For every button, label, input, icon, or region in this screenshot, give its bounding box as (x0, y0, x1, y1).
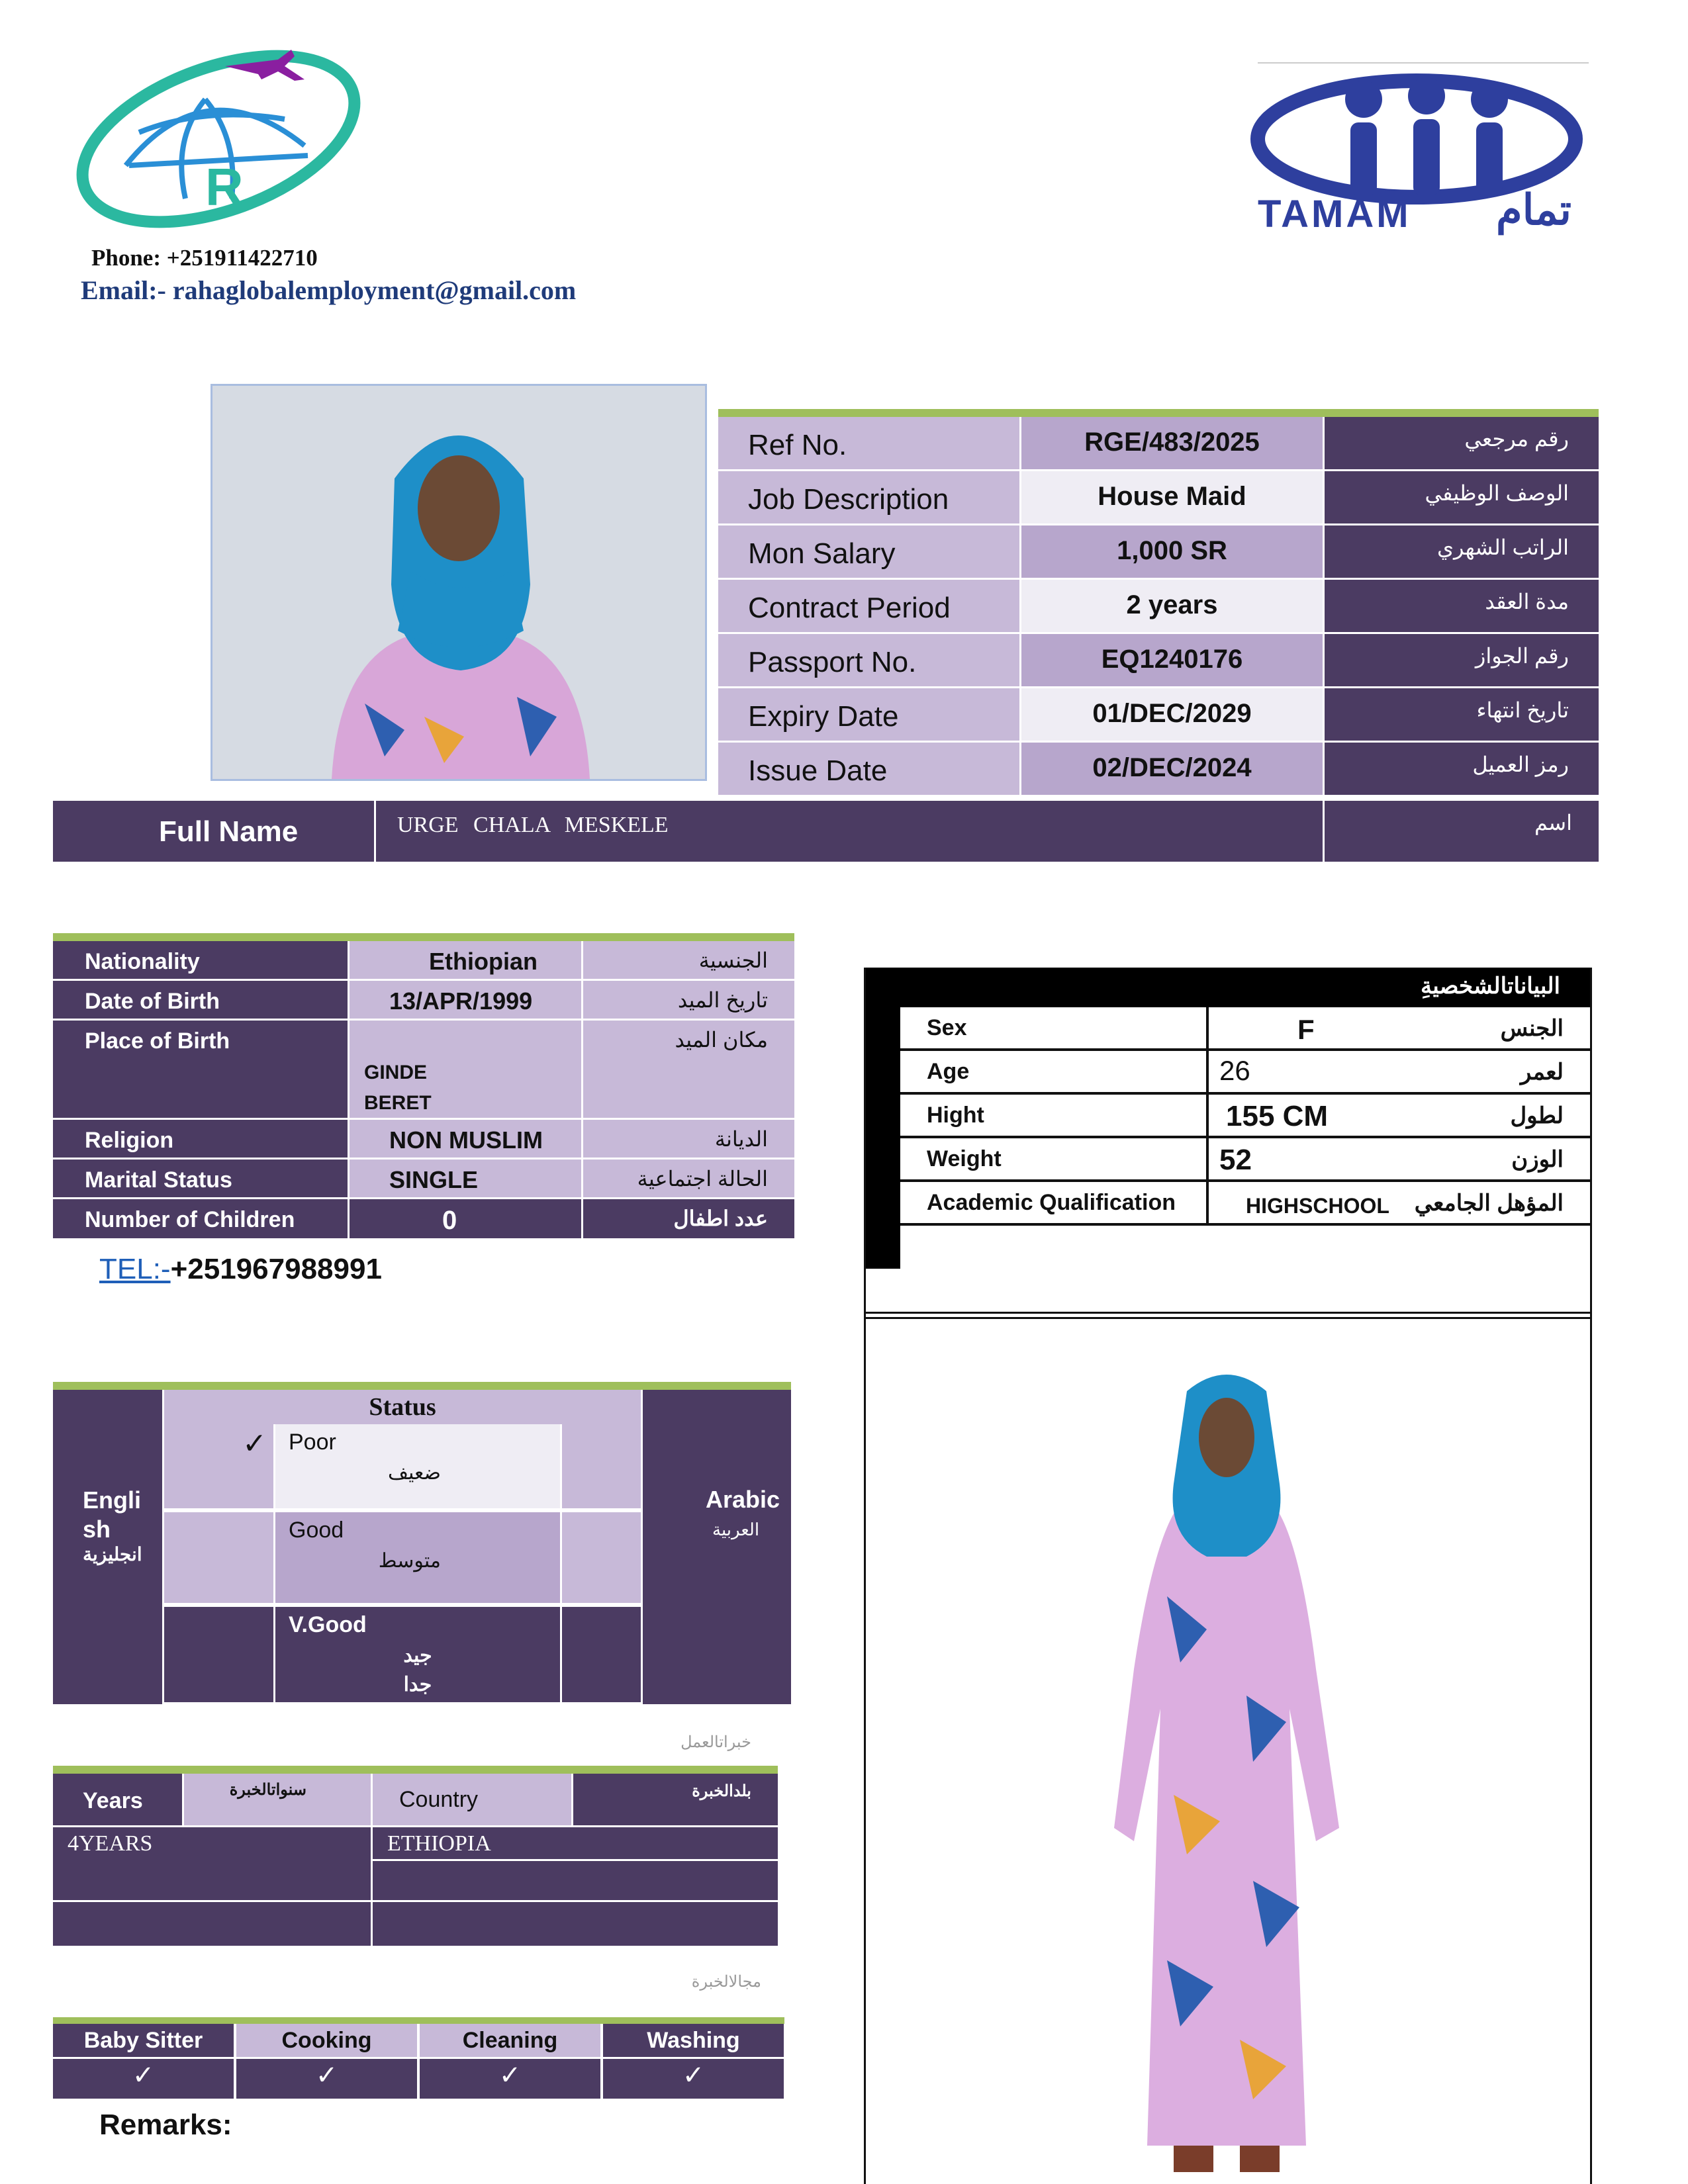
detail-label: Contract Period (748, 592, 951, 624)
status-header (164, 1390, 641, 1424)
pd-value: HIGHSCHOOL (1246, 1194, 1389, 1218)
level-arabic: جيد جدا (403, 1645, 432, 1696)
remarks-label: Remarks: (99, 2109, 232, 2141)
personal-top-rule (53, 933, 794, 941)
detail-arabic-cell (1325, 471, 1599, 523)
raha-logo (66, 40, 364, 245)
personal-arabic: عدد اطفال (673, 1206, 768, 1230)
experience-row-line-2 (53, 1900, 778, 1902)
years-arabic: سنواتالخبرة (229, 1781, 306, 1799)
personal-data-row (900, 1095, 1590, 1138)
detail-value: RGE/483/2025 (1084, 428, 1260, 457)
tamam-arabic: تمام (1496, 186, 1571, 234)
language-top-rule (53, 1382, 791, 1390)
skill-header (53, 2024, 234, 2057)
detail-arabic-cell (1325, 525, 1599, 578)
skill-label: Cooking (281, 2028, 372, 2053)
arabic-column (643, 1390, 791, 1704)
personal-label: Nationality (85, 949, 200, 974)
years-value: 4YEARS (68, 1831, 153, 1856)
skill-check-cell[interactable] (420, 2059, 600, 2099)
personal-value-cell (350, 1160, 581, 1197)
skill-label: Baby Sitter (83, 2028, 203, 2053)
pd-divider (1206, 1095, 1209, 1138)
level-label-cell (275, 1607, 560, 1704)
country-header (373, 1774, 571, 1825)
detail-label: Ref No. (748, 429, 847, 461)
personal-label: Place of Birth (85, 1028, 230, 1054)
experience-top-rule (53, 1766, 778, 1774)
portrait-photo (211, 384, 707, 781)
personal-label-cell (53, 1160, 348, 1197)
years-header (53, 1774, 182, 1825)
detail-arabic-cell (1325, 688, 1599, 741)
personal-data-divider-2 (866, 1317, 1590, 1319)
phone-text: Phone: +251911422710 (91, 245, 318, 271)
skill-header (236, 2024, 417, 2057)
skill-check-cell[interactable] (236, 2059, 417, 2099)
detail-arabic-cell (1325, 580, 1599, 632)
skills-caption: مجالالخبرة (691, 1973, 761, 1991)
experience-body (53, 1827, 778, 1946)
personal-arabic-cell (583, 1199, 794, 1238)
detail-value: 01/DEC/2029 (1092, 699, 1252, 728)
pd-value: 52 (1219, 1144, 1252, 1176)
tel-value: +251967988991 (170, 1253, 382, 1285)
detail-arabic: رمز العميل (1472, 752, 1569, 776)
level-label-cell (275, 1424, 560, 1510)
personal-label: Date of Birth (85, 989, 220, 1014)
personal-arabic: الديانة (714, 1127, 768, 1151)
arabic-label: Arabic (706, 1486, 780, 1513)
personal-arabic: الجنسية (698, 948, 768, 972)
detail-label-cell (718, 580, 1019, 632)
personal-value-cell (350, 1199, 581, 1238)
level-check-cell[interactable] (164, 1512, 273, 1605)
pd-arabic: الوزن (1511, 1147, 1564, 1172)
detail-arabic: الراتب الشهري (1436, 535, 1569, 559)
detail-label-cell (718, 634, 1019, 686)
detail-arabic: رقم مرجعي (1464, 427, 1569, 451)
detail-arabic: الوصف الوظيفي (1425, 481, 1569, 505)
pd-value: F (1297, 1014, 1315, 1045)
pd-label: Academic Qualification (927, 1190, 1176, 1215)
personal-label-cell (53, 1120, 348, 1158)
pd-arabic: لعمر (1520, 1060, 1564, 1085)
full-body-photo (1088, 1365, 1366, 2179)
detail-value-cell (1021, 688, 1323, 741)
personal-arabic: الحالة اجتماعية (637, 1167, 768, 1191)
personal-value-cell (350, 981, 581, 1019)
country-arabic-header (573, 1774, 778, 1825)
level-arabic: متوسط (378, 1550, 441, 1572)
tel-line (99, 1253, 382, 1286)
detail-value-cell (1021, 580, 1323, 632)
experience-divider (371, 1827, 373, 1946)
detail-value: 02/DEC/2024 (1092, 753, 1252, 782)
language-table (53, 1390, 791, 1704)
detail-value-cell (1021, 417, 1323, 469)
personal-label: Religion (85, 1128, 174, 1153)
tamam-logo (1244, 60, 1602, 245)
skill-check-cell[interactable] (53, 2059, 234, 2099)
personal-value: 13/APR/1999 (389, 987, 533, 1015)
pd-divider (1206, 1182, 1209, 1226)
experience-row-line (373, 1859, 778, 1861)
pd-arabic: المؤهل الجامعي (1414, 1191, 1564, 1216)
tamam-text: TAMAM (1258, 193, 1411, 236)
full-name-divider (374, 801, 376, 864)
personal-value: Ethiopian (429, 948, 538, 975)
level-label: V.Good (289, 1612, 367, 1637)
pd-label: Weight (927, 1146, 1002, 1171)
pd-divider (1206, 1007, 1209, 1051)
detail-value-cell (1021, 471, 1323, 523)
personal-arabic-cell (583, 1160, 794, 1197)
skill-check: ✓ (682, 2061, 705, 2090)
detail-arabic: مدة العقد (1485, 590, 1569, 614)
years-label: Years (83, 1788, 143, 1813)
skill-check: ✓ (132, 2061, 155, 2090)
personal-data-title: البياناتالشخصيةِ (1421, 974, 1560, 999)
pd-arabic: لطول (1510, 1103, 1564, 1128)
skill-check-cell[interactable] (603, 2059, 784, 2099)
details-top-rule (718, 409, 1599, 417)
full-name-divider-2 (1323, 801, 1325, 864)
personal-value: GINDE (364, 1062, 428, 1083)
detail-arabic-cell (1325, 417, 1599, 469)
personal-data-left-bar (866, 1007, 900, 1269)
detail-arabic-cell (1325, 634, 1599, 686)
country-label: Country (399, 1787, 479, 1812)
level-label: Poor (289, 1430, 336, 1455)
country-arabic: بلدالخبرة (692, 1782, 751, 1800)
pd-label: Sex (927, 1015, 967, 1040)
skills-table (53, 2024, 784, 2100)
level-arabic-check-cell[interactable] (562, 1424, 641, 1510)
personal-arabic-cell (583, 941, 794, 979)
detail-value: 1,000 SR (1117, 536, 1227, 565)
detail-arabic: تاريخ انتهاء (1476, 698, 1569, 722)
personal-arabic-cell (583, 981, 794, 1019)
detail-label-cell (718, 525, 1019, 578)
skill-header (603, 2024, 784, 2057)
detail-label-cell (718, 688, 1019, 741)
personal-label-cell (53, 981, 348, 1019)
pd-arabic: الجنس (1500, 1016, 1564, 1041)
personal-label: Number of Children (85, 1207, 295, 1232)
pd-value: 26 (1219, 1055, 1250, 1086)
full-name-arabic: اسم (1534, 811, 1572, 835)
english-label: Engli sh (83, 1486, 141, 1543)
pd-value: 155 CM (1226, 1100, 1329, 1132)
pd-divider (1206, 1138, 1209, 1182)
personal-value-line2: BERET (364, 1092, 432, 1114)
detail-label: Passport No. (748, 646, 917, 678)
level-label-cell (275, 1512, 560, 1605)
personal-data-row (900, 1138, 1590, 1182)
pd-divider (1206, 1051, 1209, 1095)
english-column (53, 1390, 162, 1704)
personal-table (53, 941, 794, 1246)
detail-arabic: رقم الجواز (1475, 644, 1569, 668)
personal-value: NON MUSLIM (389, 1126, 543, 1154)
skill-check: ✓ (315, 2061, 338, 2090)
english-arabic: انجليزية (83, 1544, 142, 1565)
logo-letter: R (205, 158, 244, 216)
skill-label: Cleaning (462, 2028, 558, 2053)
country-value: ETHIOPIA (387, 1831, 491, 1856)
personal-arabic-cell (583, 1120, 794, 1158)
personal-data-divider (866, 1312, 1590, 1314)
level-arabic: ضعيف (387, 1462, 441, 1484)
personal-arabic: تاريخ الميد (677, 988, 768, 1012)
detail-label-cell (718, 417, 1019, 469)
detail-label: Expiry Date (748, 700, 899, 733)
detail-value-cell (1021, 634, 1323, 686)
status-title: Status (369, 1393, 436, 1421)
skill-header (420, 2024, 600, 2057)
detail-arabic-cell (1325, 743, 1599, 795)
level-label: Good (289, 1518, 344, 1543)
detail-label-cell (718, 743, 1019, 795)
personal-data-row (900, 1182, 1590, 1226)
personal-label-cell (53, 1199, 348, 1238)
years-arabic-header (184, 1774, 371, 1825)
detail-value: 2 years (1126, 590, 1218, 619)
personal-value-cell (350, 1021, 581, 1118)
level-check: ✓ (242, 1428, 267, 1460)
level-check-cell[interactable] (164, 1607, 273, 1704)
personal-label-cell (53, 1021, 348, 1118)
arabic-sub: العربية (712, 1520, 760, 1539)
personal-data-row (900, 1051, 1590, 1095)
pd-label: Hight (927, 1103, 984, 1128)
personal-arabic-cell (583, 1021, 794, 1118)
email-text: Email:- rahaglobalemployment@gmail.com (81, 275, 577, 305)
tel-label[interactable]: TEL:- (99, 1253, 171, 1285)
personal-value: 0 (442, 1206, 457, 1235)
personal-label-cell (53, 941, 348, 979)
level-arabic-check-cell[interactable] (562, 1512, 641, 1605)
experience-caption: خبراتالعمل (680, 1733, 751, 1751)
personal-data-header (866, 968, 1590, 1007)
detail-label: Mon Salary (748, 537, 896, 570)
personal-value-cell (350, 941, 581, 979)
details-table (718, 417, 1599, 799)
skill-check: ✓ (498, 2061, 522, 2090)
detail-label-cell (718, 471, 1019, 523)
detail-value: House Maid (1098, 482, 1246, 511)
full-name-value: URGE CHALA MESKELE (397, 813, 669, 837)
experience-table (53, 1774, 778, 1946)
detail-value: EQ1240176 (1101, 645, 1243, 674)
full-name-row (53, 801, 1599, 864)
detail-value-cell (1021, 743, 1323, 795)
personal-data-row (900, 1007, 1590, 1051)
personal-arabic: مكان الميد (675, 1028, 768, 1052)
detail-label: Job Description (748, 483, 949, 516)
personal-label: Marital Status (85, 1167, 232, 1193)
detail-label: Issue Date (748, 754, 888, 787)
detail-value-cell (1021, 525, 1323, 578)
full-name-label: Full Name (159, 815, 299, 848)
pd-label: Age (927, 1059, 970, 1084)
personal-value: SINGLE (389, 1166, 479, 1193)
personal-data-box (864, 968, 1592, 2184)
personal-value-cell (350, 1120, 581, 1158)
skills-top-rule (53, 2017, 784, 2024)
level-arabic-check-cell[interactable] (562, 1607, 641, 1704)
level-check-cell[interactable] (164, 1424, 273, 1510)
skill-label: Washing (647, 2028, 740, 2053)
